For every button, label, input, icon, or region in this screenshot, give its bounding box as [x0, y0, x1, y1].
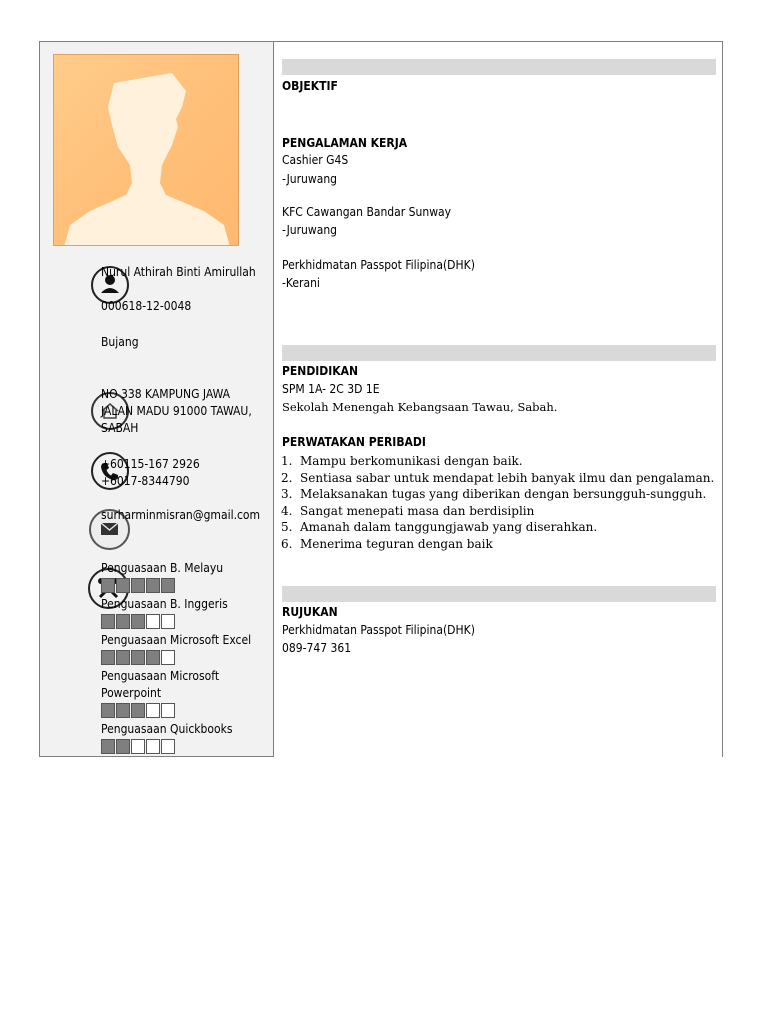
- section-divider-rujukan: [282, 586, 716, 602]
- skill-level-cell: [146, 650, 160, 665]
- top-border-line: [274, 41, 723, 42]
- list-number: 2.: [281, 470, 293, 485]
- skill-level-cell: [146, 614, 160, 629]
- reference-organization: Perkhidmatan Passpot Filipina(DHK): [282, 623, 475, 637]
- skill-label: Penguasaan Microsoft Excel: [101, 633, 252, 647]
- email-address: surharminmisran@gmail.com: [101, 508, 261, 522]
- list-item: [281, 453, 714, 470]
- skill-level-cell: [116, 650, 130, 665]
- skill-level-cell: [131, 614, 145, 629]
- pengalaman-heading: PENGALAMAN KERJA: [282, 136, 408, 150]
- skill-level-cell: [131, 650, 145, 665]
- list-item: [281, 536, 714, 553]
- skill-level-cell: [146, 578, 160, 593]
- list-item: [281, 470, 714, 487]
- list-number: 6.: [281, 536, 293, 551]
- section-divider-pendidikan: [282, 345, 716, 361]
- peribadi-heading: PERWATAKAN PERIBADI: [282, 435, 426, 449]
- phone-2: +6017-8344790: [101, 474, 190, 488]
- section-divider-objektif: [282, 59, 716, 75]
- skill-level-cell: [131, 739, 145, 754]
- skill-level-cell: [101, 614, 115, 629]
- skill-level-cell: [161, 739, 175, 754]
- rujukan-heading: RUJUKAN: [282, 605, 338, 619]
- trait-text: Sentiasa sabar untuk mendapat lebih banyak ilmu dan pengalaman.: [300, 470, 715, 485]
- traits-list: [281, 453, 714, 552]
- skill-level-cell: [116, 578, 130, 593]
- phone-1: +60115-167 2926: [101, 457, 200, 471]
- skill-level-bar: [101, 578, 176, 593]
- skill-label: Penguasaan Quickbooks: [101, 722, 233, 736]
- address-line-1: NO 338 KAMPUNG JAWA: [101, 387, 230, 401]
- list-item: [281, 486, 714, 503]
- job-role: -Juruwang: [282, 223, 338, 237]
- list-number: 4.: [281, 503, 293, 518]
- skill-level-bar: [101, 650, 176, 665]
- right-border-line: [722, 41, 723, 757]
- objektif-heading: OBJEKTIF: [282, 79, 338, 93]
- address-line-3: SABAH: [101, 421, 139, 435]
- job-role: -Kerani: [282, 276, 320, 290]
- list-number: 3.: [281, 487, 293, 501]
- marital-status: Bujang: [101, 335, 139, 349]
- skill-level-cell: [146, 703, 160, 718]
- job-employer: Perkhidmatan Passpot Filipina(DHK): [282, 258, 475, 272]
- skill-level-cell: [101, 703, 115, 718]
- list-number: 1.: [281, 454, 293, 468]
- pendidikan-heading: PENDIDIKAN: [282, 364, 359, 378]
- skill-level-cell: [116, 614, 130, 629]
- list-number: 5.: [281, 520, 293, 534]
- skill-level-cell: [161, 614, 175, 629]
- profile-photo: [53, 54, 239, 246]
- skill-level-cell: [161, 703, 175, 718]
- skill-level-cell: [146, 739, 160, 754]
- trait-text: Sangat menepati masa dan berdisiplin: [300, 503, 535, 518]
- job-employer: Cashier G4S: [282, 153, 349, 167]
- skill-level-bar: [101, 614, 176, 629]
- skill-level-bar: [101, 739, 176, 754]
- spm-result: SPM 1A- 2C 3D 1E: [282, 382, 380, 396]
- skill-label: Powerpoint: [101, 686, 162, 700]
- skill-level-cell: [161, 578, 175, 593]
- list-item: [281, 503, 714, 520]
- address-line-2: JALAN MADU 91000 TAWAU,: [101, 404, 252, 418]
- skill-level-cell: [101, 578, 115, 593]
- skill-level-cell: [131, 578, 145, 593]
- skill-level-cell: [116, 703, 130, 718]
- trait-text: Menerima teguran dengan baik: [300, 536, 493, 551]
- skill-level-cell: [101, 650, 115, 665]
- full-name: Nurul Athirah Binti Amirullah: [101, 265, 256, 279]
- school-name: Sekolah Menengah Kebangsaan Tawau, Sabah.: [282, 400, 558, 414]
- job-employer: KFC Cawangan Bandar Sunway: [282, 205, 452, 219]
- ic-number: 000618-12-0048: [101, 299, 192, 313]
- job-role: -Juruwang: [282, 172, 338, 186]
- skill-level-cell: [131, 703, 145, 718]
- skill-level-cell: [101, 739, 115, 754]
- skill-level-bar: [101, 703, 176, 718]
- reference-phone: 089-747 361: [282, 641, 352, 655]
- trait-text: Melaksanakan tugas yang diberikan dengan bersungguh-sungguh.: [300, 487, 707, 501]
- skill-label: Penguasaan B. Inggeris: [101, 597, 228, 611]
- list-item: [281, 519, 714, 536]
- skill-label: Penguasaan B. Melayu: [101, 561, 224, 575]
- trait-text: Mampu berkomunikasi dengan baik.: [300, 454, 523, 468]
- trait-text: Amanah dalam tanggungjawab yang diserahkan.: [300, 520, 598, 534]
- skill-level-cell: [116, 739, 130, 754]
- skill-level-cell: [161, 650, 175, 665]
- skill-label: Penguasaan Microsoft: [101, 669, 220, 683]
